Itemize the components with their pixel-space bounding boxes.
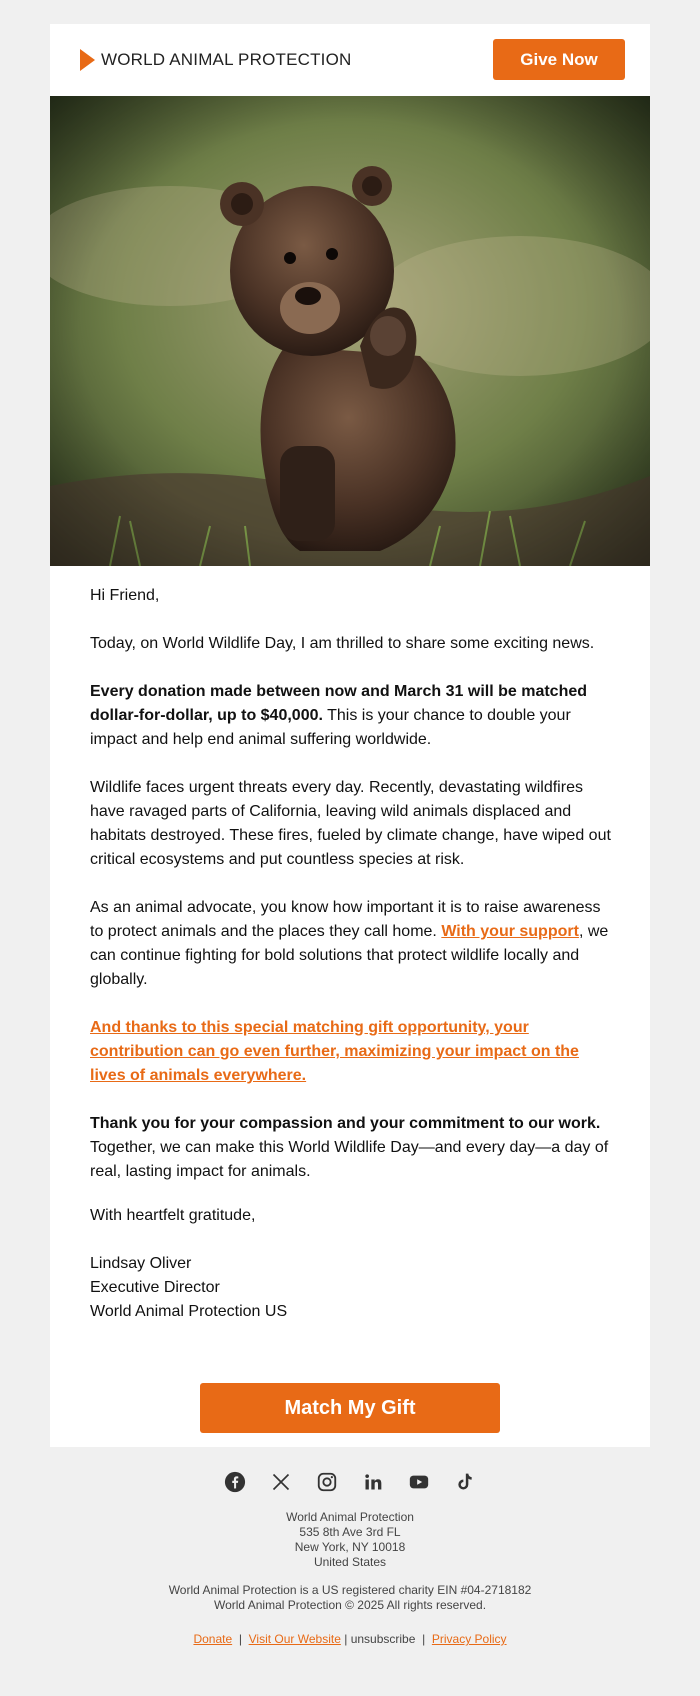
thanks-paragraph: [90, 1112, 615, 1184]
logo-triangle-icon: [80, 49, 95, 71]
email-body: [90, 584, 615, 1348]
footer-legal: [0, 1583, 700, 1613]
social-links: [0, 1470, 700, 1494]
tiktok-icon[interactable]: [453, 1470, 477, 1494]
signature-title: Executive Director: [90, 1279, 220, 1296]
with-your-support-link[interactable]: With your support: [441, 923, 579, 940]
facebook-icon[interactable]: [223, 1470, 247, 1494]
advocate-text-start: As an animal advocate, you know how important it is to raise awareness to protect animals and the places they call home.: [90, 899, 601, 940]
intro-paragraph: Today, on World Wildlife Day, I am thrilled to share some exciting news.: [90, 635, 595, 652]
youtube-icon[interactable]: [407, 1470, 431, 1494]
unsubscribe-link[interactable]: unsubscribe: [350, 1632, 416, 1646]
logo-text: WORLD ANIMAL PROTECTION: [101, 50, 352, 69]
x-icon[interactable]: [269, 1470, 293, 1494]
privacy-policy-link[interactable]: Privacy Policy: [431, 1632, 507, 1646]
matching-gift-paragraph: [90, 1016, 615, 1088]
address-line: 535 8th Ave 3rd FL: [299, 1525, 401, 1539]
advocate-text-end: , we can continue fighting for bold solutions that protect wildlife locally and globally.: [90, 923, 609, 988]
match-paragraph: [90, 680, 615, 752]
footer-links: [0, 1632, 700, 1646]
advocate-paragraph: [90, 896, 615, 992]
address-line: New York, NY 10018: [294, 1540, 406, 1554]
signature-name: Lindsay Oliver: [90, 1255, 192, 1272]
signature-org: World Animal Protection US: [90, 1303, 288, 1320]
email-header: [50, 24, 650, 96]
address-line: United States: [313, 1555, 387, 1569]
donate-link[interactable]: Donate: [193, 1632, 233, 1646]
footer: [0, 1470, 700, 1646]
match-rest-text: This is your chance to double your impact and help end animal suffering worldwide.: [90, 707, 571, 748]
give-now-button[interactable]: Give Now: [493, 39, 625, 80]
footer-address: [0, 1510, 700, 1570]
email-card: [50, 24, 650, 1447]
hero-image[interactable]: [50, 96, 650, 566]
visit-website-link[interactable]: Visit Our Website: [248, 1632, 341, 1646]
thanks-bold-text: Thank you for your compassion and your commitment to our work.: [90, 1115, 601, 1132]
linkedin-icon[interactable]: [361, 1470, 385, 1494]
match-bold-text: Every donation made between now and March 31 will be matched dollar-for-dollar, up to $40,000.: [90, 683, 588, 724]
address-line: World Animal Protection: [286, 1510, 414, 1524]
greeting: Hi Friend,: [90, 587, 160, 604]
signature: [90, 1252, 615, 1324]
match-my-gift-button[interactable]: Match My Gift: [200, 1383, 500, 1433]
separator: |: [344, 1632, 348, 1646]
separator: |: [238, 1632, 242, 1646]
logo[interactable]: [80, 49, 352, 71]
thanks-rest-text: Together, we can make this World Wildlife Day—and every day—a day of real, lasting impact for animals.: [90, 1139, 609, 1180]
separator: |: [422, 1632, 426, 1646]
charity-statement: World Animal Protection is a US registered charity EIN #04-2718182: [168, 1583, 532, 1597]
matching-gift-link[interactable]: And thanks to this special matching gift opportunity, your contribution can go even further, maximizing your impact on the lives of animals everywhere.: [90, 1019, 579, 1084]
wildfire-paragraph: Wildlife faces urgent threats every day. Recently, devastating wildfires have ravaged parts of California, leaving wild animals displaced and habitats destroyed. These fires, fueled by climate change, have wiped out critical ecosystems and put countless species at risk.: [90, 779, 611, 868]
instagram-icon[interactable]: [315, 1470, 339, 1494]
closing: With heartfelt gratitude,: [90, 1207, 256, 1224]
copyright: World Animal Protection © 2025 All rights reserved.: [213, 1598, 487, 1612]
